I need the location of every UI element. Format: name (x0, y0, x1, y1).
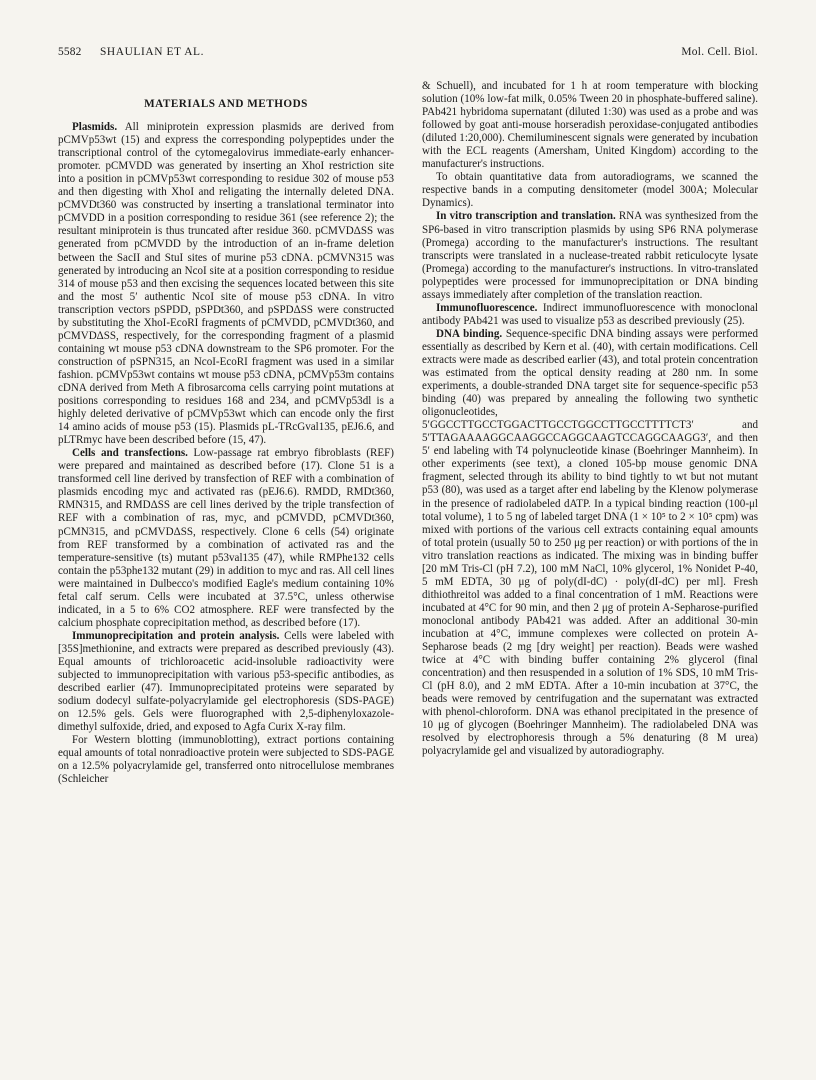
paragraph-western-cont (422, 80, 758, 171)
body-plasmids: All miniprotein expression plasmids are derived from pCMVp53wt (15) and express the corresponding polypeptides under the transcriptional control of the cytomegalovirus immediate-early enhancer-promoter. pCMVDD was generated by inserting an XhoI restriction site into a position in pCMVp53wt corresponding to residue 302 of mouse p53 and then digesting with XhoI and religating the internally deleted DNA. pCMVDt360 was constructed by inserting a translational terminator into pCMVDD in a position corresponding to residue 361 (see reference 2); the resultant miniprotein is thus truncated after residue 360. pCMVDΔSS was generated from pCMVDD by the introduction of an in-frame deletion between the SacII and StuI sites of murine p53 cDNA. pCMVN315 was generated by introducing an NcoI site at a position corresponding to residue 314 of mouse p53 and then excising the sequences located between this site and the most 5′ authentic NcoI site of mouse p53 cDNA. In vitro transcription vectors pSPDD, pSPDt360, and pSPDΔSS were constructed by substituting the XhoI-EcoRI fragments of pCMVDD, pCMVDt360, and pCMVDΔSS, respectively, for the corresponding fragment of a plasmid containing wt mouse p53 cDNA downstream to the SP6 promoter. For the construction of pSPN315, an NcoI-EcoRI fragment was used in a similar fashion. pCMVp53wt contains wt mouse p53 cDNA, pCMVp53m contains cDNA derived from Meth A fibrosarcoma cells carrying point mutations at positions corresponding to residues 168 and 234, and pCMVp53dl is a highly deleted derivative of pCMVp53wt which can encode only the first 14 amino acids of mouse p53 (15). Plasmids pL-TRcGval135, pEJ6.6, and pLTRmyc have been described before (15, 47). (58, 121, 394, 447)
section-title: MATERIALS AND METHODS (144, 98, 308, 110)
page-number: 5582 (58, 46, 82, 58)
body-western-cont: & Schuell), and incubated for 1 h at room temperature with blocking solution (10% low-fat milk, 0.05% Tween 20 in phosphate-buffered saline). PAb421 hybridoma supernatant (diluted 1:30) was used as a probe and was followed by goat anti-mouse horseradish peroxidase-conjugated antibodies (diluted 1:20,000). Chemiluminescent signals were generated by incubation with the ECL reagents (Amersham, United Kingdom) according to the manufacturer's instructions. (422, 80, 758, 171)
heading-plasmids: Plasmids. (72, 121, 118, 134)
heading-dna: DNA binding. (436, 327, 503, 340)
right-column (422, 80, 758, 758)
body-dna: Sequence-specific DNA binding assays were performed essentially as described by Kern et al. (40), with certain modifications. Cell extracts were made as described earlier (43), and total protein concentration was estimated from the optical density reading at 280 nm. In some experiments, a double-stranded DNA target site for sequence-specific p53 binding (40) was prepared by annealing the following two synthetic oligonucleotides, 5′GGCCTTGCCTGGACTTGCCTGGCCTTGCCTTTTCT3′ and 5′TTAGAAAAGGCAAGGCCAGGCAAGTCCAGGCAAGG3′, and then 5′ end labeling with T4 polynucleotide kinase (Boehringer Mannheim). In other experiments (see text), a cloned 105-bp mouse genomic DNA fragment, selected through its ability to bind tightly to wt but not mutant p53 (80), was used as a target after end labeling by the Klenow polymerase in the presence of radiolabeled dATP. In a typical binding reaction (100-μl total volume), 1 to 5 ng of labeled target DNA (1 × 10⁵ to 2 × 10⁵ cpm) was mixed with portions of the various cell extracts containing equal amounts of total protein (usually 50 to 250 μg per reaction) or with portions of the in vitro translation reactions as indicated. The mixing was in binding buffer [20 mM Tris-Cl (pH 7.2), 100 mM NaCl, 10% glycerol, 1% Nonidet P-40, 5 mM EDTA, 30 μg of poly(dI-dC) · poly(dI-dC) per ml]. Fresh dithiothreitol was added to a final concentration of 1 mM. Reactions were incubated at 4°C for 90 min, and then 2 μg of protein A-Sepharose-purified monoclonal antibody PAb421 was added. After an additional 30-min incubation at 4°C, immune complexes were collected on protein A-Sepharose beads (2 mg [dry weight] per reaction). Beads were washed twice at 4°C with binding buffer containing 2% glycerol (final concentration) and then resuspended in a solution of 1% SDS, 10 mM Tris-Cl (pH 8.0), and 2 mM EDTA. After a 10-min incubation at 37°C, the beads were removed by centrifugation and the supernatant was extracted with phenol-chloroform. DNA was ethanol precipitated in the presence of 10 μg of glycogen (Boehringer Mannheim). The radiolabeled DNA was resolved by electrophoresis through a 5% denaturing (8 M urea) polyacrylamide gel and visualized by autoradiography. (422, 327, 758, 758)
body-invitro: RNA was synthesized from the SP6-based in vitro transcription plasmids by using SP6 RNA polymerase (Promega) according to the manufacturer's instructions. The resultant transcripts were translated in a nuclease-treated rabbit reticulocyte lysate (Promega) according to the manufacturer's instructions. In vitro-translated polypeptides were processed for immunoprecipitation or DNA binding assays immediately after completion of the translation reaction. (422, 210, 758, 301)
paragraph-if (422, 302, 758, 328)
paragraph-invitro (422, 210, 758, 301)
heading-cells: Cells and transfections. (72, 447, 188, 460)
running-header (0, 46, 816, 64)
heading-invitro: In vitro transcription and translation. (436, 210, 616, 223)
body-cells: Low-passage rat embryo fibroblasts (REF) were prepared and maintained as described before (17). Clone 51 is a transformed cell line derived by transfection of REF with a combination of plasmids encoding myc and activated ras (pEJ6.6). RMDD, RMDt360, RMN315, and RMDΔSS are cell lines derived by the triple transfection of REF with a combination of ras, myc, and pCMVDD, pCMVDt360, pCMN315, and pCMVDΔSS, respectively. Clone 6 cells (54) originate from REF transformed by a combination of activated ras and the temperature-sensitive (ts) mutant p53val135 (47), while RMPhe132 cells contain the p53phe132 mutant (29) in addition to myc and ras. All cell lines were maintained in Dulbecco's modified Eagle's medium containing 10% fetal calf serum. Cells were incubated at 37.5°C, unless otherwise indicated, in a 5 to 6% CO2 atmosphere. REF were transfected by the calcium phosphate coprecipitation method, as described before (17). (58, 447, 394, 629)
running-authors: SHAULIAN ET AL. (100, 46, 205, 58)
paragraph-western (58, 734, 394, 786)
paragraph-immuno (58, 630, 394, 734)
body-if: Indirect immunofluorescence with monoclonal antibody PAb421 was used to visualize p53 as described previously (25). (422, 301, 758, 327)
left-column (58, 98, 394, 786)
heading-immuno: Immunoprecipitation and protein analysis. (72, 629, 280, 642)
paragraph-plasmids (58, 121, 394, 447)
paragraph-dna (422, 328, 758, 759)
heading-if: Immunofluorescence. (436, 301, 538, 314)
journal-name: Mol. Cell. Biol. (681, 46, 758, 58)
body-immuno: Cells were labeled with [35S]methionine, and extracts were prepared as described previously (43). Equal amounts of trichloroacetic acid-insoluble radioactivity were subjected to immunoprecipitation with various p53-specific antibodies, as described earlier (47). Immunoprecipitated proteins were separated by sodium dodecyl sulfate-polyacrylamide gel electrophoresis (SDS-PAGE) on 12.5% gels. Gels were fluorographed with 2,5-diphenyloxazole-dimethyl sulfoxide, dried, and exposed to Agfa Curix X-ray film. (58, 629, 394, 734)
body-quant: To obtain quantitative data from autoradiograms, we scanned the respective bands in a computing densitometer (model 300A; Molecular Dynamics). (422, 171, 758, 210)
paragraph-cells (58, 447, 394, 630)
paragraph-quant (422, 171, 758, 210)
body-western: For Western blotting (immunoblotting), extract portions containing equal amounts of total nonradioactive protein were subjected to SDS-PAGE on a 12.5% polyacrylamide gel, transferred onto nitrocellulose membranes (Schleicher (58, 734, 394, 786)
